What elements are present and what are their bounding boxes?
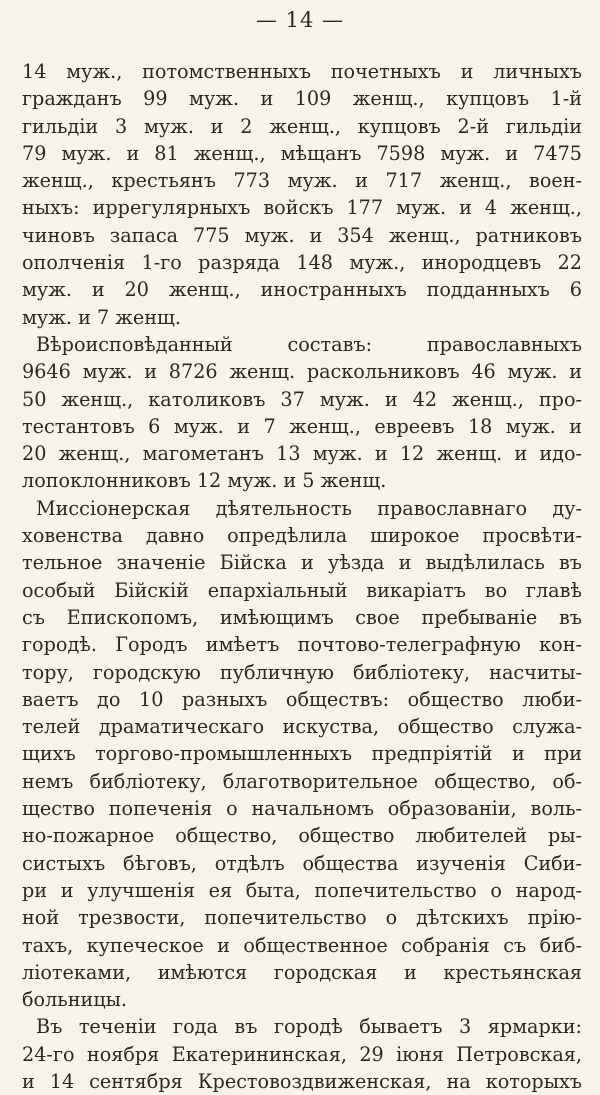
text-line: 79 муж. и 81 женщ., мѣщанъ 7598 муж. и 7475 — [22, 141, 582, 165]
text-line: ваетъ до 10 разныхъ обществъ: общество люби- — [22, 687, 582, 711]
text-line: ліотеками, имѣются городская и крестьянская — [22, 960, 582, 984]
text-line: ныхъ: иррегулярныхъ войскъ 177 муж. и 4 женщ., — [22, 196, 582, 220]
text-line: тахъ, купеческое и общественное собранія съ биб- — [22, 933, 582, 957]
text-line: ховенства давно опредѣлила широкое просвѣти- — [22, 524, 582, 548]
text-line: и 14 сентября Крестовоздвиженская, на которыхъ — [22, 1069, 582, 1093]
text-line: городѣ. Городъ имѣетъ почтово-телеграфную кон- — [22, 633, 582, 657]
text-line: но-пожарное общество, общество любителей ры- — [22, 824, 582, 848]
text-line: немъ библіотеку, благотворительное общество, об- — [22, 769, 582, 793]
text-line: ри и улучшенія ея быта, попечительство о народ- — [22, 878, 582, 902]
text-line: особый Бійскій епархіальный викаріатъ во главѣ — [22, 578, 582, 602]
text-line: 24-го ноября Екатерининская, 29 іюня Петровская, — [22, 1042, 582, 1066]
text-line: больницы. — [22, 988, 128, 1012]
text-line: систыхъ бѣговъ, отдѣлъ общества изученія Сиби- — [22, 851, 582, 875]
text-line: гильдіи 3 муж. и 2 женщ., купцовъ 2-й гильдіи — [22, 114, 582, 138]
text-line: Миссіонерская дѣятельность православнаго ду- — [36, 496, 582, 520]
text-line: муж. и 7 женщ. — [22, 305, 181, 329]
text-line: гражданъ 99 муж. и 109 женщ., купцовъ 1-й — [22, 87, 582, 111]
text-line: съ Епископомъ, имѣющимъ свое пребываніе въ — [22, 605, 582, 629]
text-line: 14 муж., потомственныхъ почетныхъ и личныхъ — [22, 60, 582, 83]
text-line: 50 женщ., католиковъ 37 муж. и 42 женщ., про- — [22, 387, 582, 411]
text-line: 20 женщ., магометанъ 13 муж. и 12 женщ. и идо- — [22, 442, 582, 466]
page-number: — 14 — — [255, 8, 345, 32]
text-line: ной трезвости, попечительство о дѣтскихъ прію- — [22, 906, 582, 930]
text-line: Вѣроисповѣданный составъ: православныхъ — [36, 332, 582, 356]
text-line: щихъ торгово-промышленныхъ предпріятій и при — [22, 742, 582, 766]
text-line: тестантовъ 6 муж. и 7 женщ., евреевъ 18 муж. и — [22, 414, 582, 438]
text-line: муж. и 20 женщ., иностранныхъ подданныхъ 6 — [22, 278, 582, 302]
text-line: ополченія 1-го разряда 148 муж., инородцевъ 22 — [22, 251, 582, 275]
text-line: Въ теченіи года въ городѣ бываетъ 3 ярмарки: — [36, 1015, 582, 1039]
text-line: тельное значеніе Бійска и уѣзда и выдѣлилась въ — [22, 551, 582, 575]
text-line: чиновъ запаса 775 муж. и 354 женщ., ратниковъ — [22, 223, 582, 247]
body-text — [22, 58, 582, 1095]
text-line: щество попеченія о начальномъ образованіи, воль- — [22, 797, 582, 821]
text-line: лопоклонниковъ 12 муж. и 5 женщ. — [22, 469, 387, 493]
text-line: 9646 муж. и 8726 женщ. раскольниковъ 46 муж. и — [22, 360, 582, 384]
text-line: женщ., крестьянъ 773 муж. и 717 женщ., воен- — [22, 169, 582, 193]
text-line: тору, городскую публичную библіотеку, насчиты- — [22, 660, 582, 684]
text-line: телей драматическаго искуства, общество служа- — [22, 715, 582, 739]
